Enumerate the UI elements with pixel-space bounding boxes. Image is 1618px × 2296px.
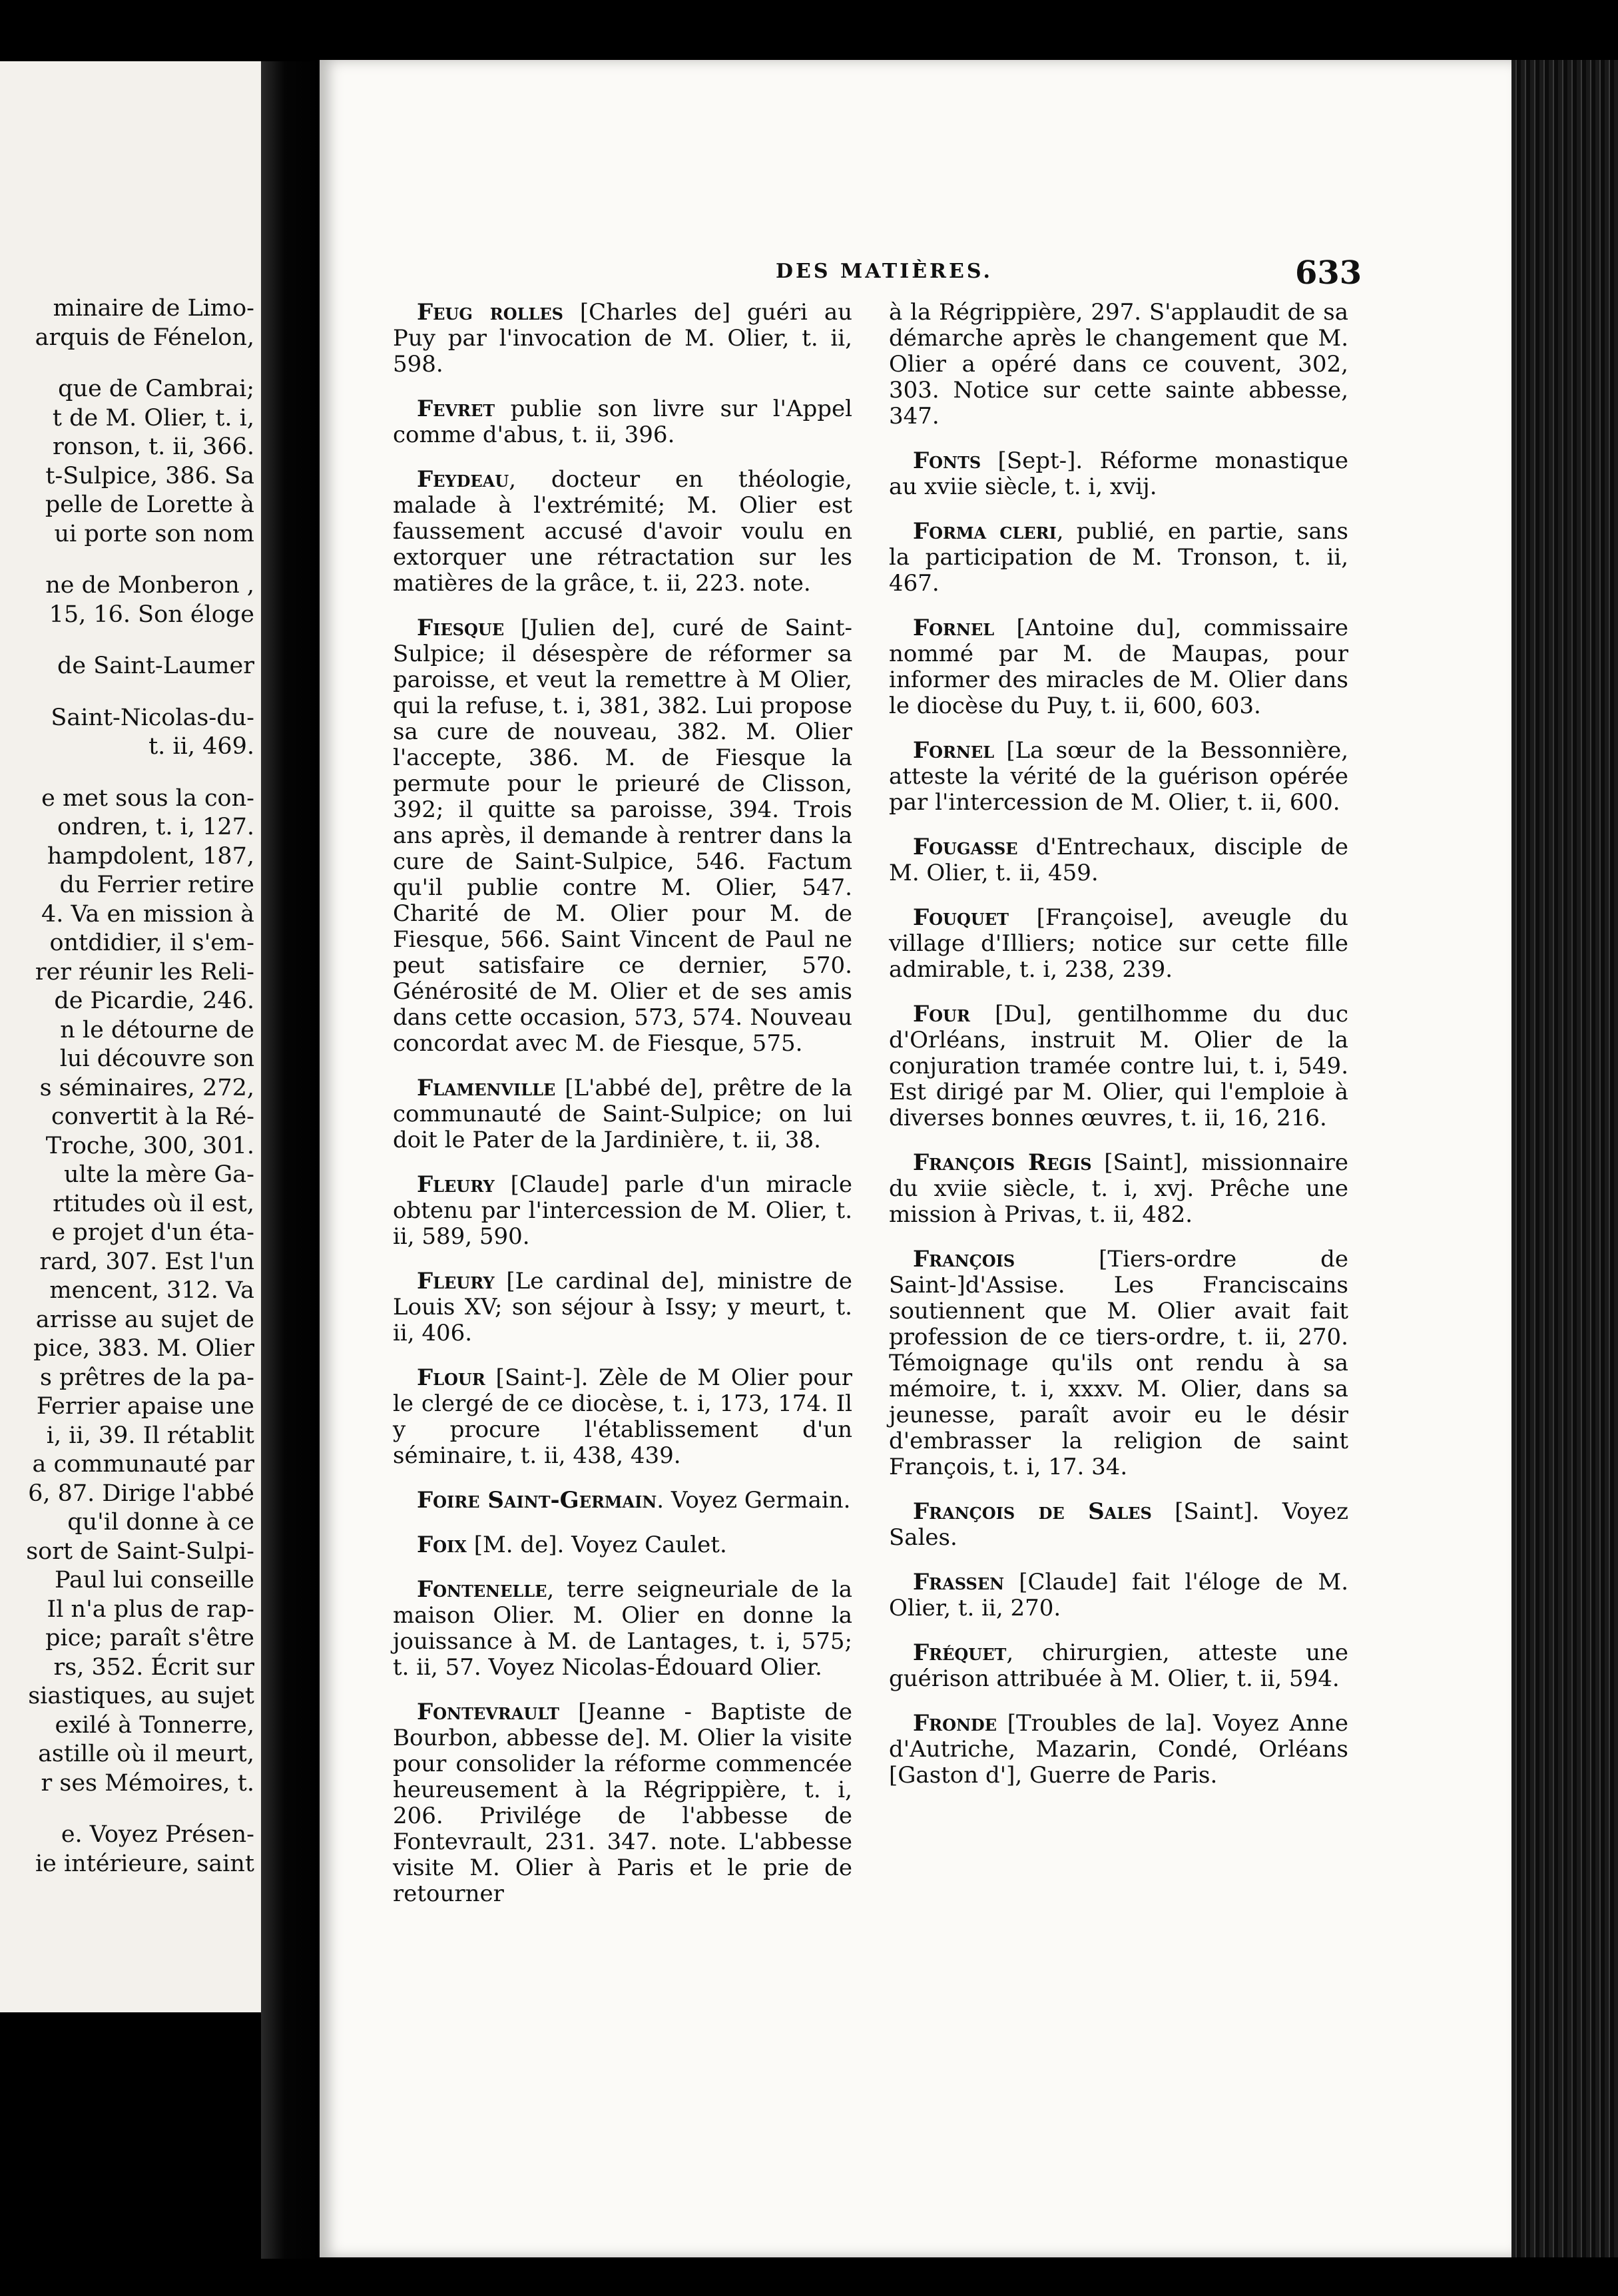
entry-headword: Forma cleri: [913, 518, 1057, 545]
index-entry: [889, 1150, 1348, 1228]
entry-text: [Jeanne - Baptiste de Bourbon, abbesse de]. M. Olier la visite pour consolider la réforme commencée heureusement à la Régrippière, t. i, 206. Privilége de l'abbesse de Fontevrault, 231. 347. note. L'abbesse visite M. Olier à Paris et le prie de retourner: [393, 1699, 852, 1907]
entry-headword: Foire Saint-Germain: [417, 1487, 657, 1514]
left-facing-page: [0, 61, 261, 2012]
entry-headword: Fleury: [417, 1268, 495, 1294]
fragment-line: ulte la mère Ga-: [64, 1161, 254, 1188]
fragment-line: ondren, t. i, 127.: [57, 814, 254, 840]
fragment-line: de Picardie, 246.: [54, 988, 254, 1014]
index-entry: [889, 905, 1348, 983]
entry-text: . Voyez Germain.: [657, 1487, 851, 1514]
fragment-line: qu'il donne à ce: [67, 1509, 254, 1536]
index-entry: [889, 1247, 1348, 1480]
entry-text: [Françoise], aveugle du village d'Illiers; notice sur cette fille admirable, t. i, 238, 239.: [889, 904, 1348, 983]
book-gutter: [261, 61, 320, 2259]
index-entry: [393, 1172, 852, 1250]
entry-headword: Frassen: [913, 1569, 1005, 1595]
fragment-line: minaire de Limo-: [53, 295, 254, 322]
entry-text: , chirurgien, atteste une guérison attribuée à M. Olier, t. ii, 594.: [889, 1639, 1348, 1692]
entry-headword: Fevret: [417, 396, 495, 422]
entry-text: [Charles de] guéri au Puy par l'invocation de M. Olier, t. ii, 598.: [393, 299, 852, 378]
index-entry: [889, 1499, 1348, 1551]
fragment-line: i, ii, 39. Il rétablit: [46, 1422, 254, 1449]
entry-headword: Fontevrault: [417, 1699, 560, 1725]
entry-text: [Saint-]. Zèle de M Olier pour le clergé de ce diocèse, t. i, 173, 174. Il y procure l'établissement d'un séminaire, t. ii, 438, 439.: [393, 1364, 852, 1469]
fragment-line: Il n'a plus de rap-: [47, 1595, 254, 1623]
index-entry: [393, 1699, 852, 1907]
entry-text: à la Régrippière, 297. S'applaudit de sa démarche après le changement que M. Olier a opéré dans ce couvent, 302, 303. Notice sur cette sainte abbesse, 347.: [889, 299, 1348, 430]
entry-headword: Fleury: [417, 1171, 495, 1198]
line-gap: [0, 762, 254, 784]
fragment-line: t-Sulpice, 386. Sa: [45, 462, 254, 489]
entry-headword: Fonts: [913, 447, 981, 474]
index-entry: [393, 1577, 852, 1681]
fragment-line: t de M. Olier, t. i,: [52, 404, 254, 431]
index-column-left: [393, 300, 852, 1926]
entry-text: [M. de]. Voyez Caulet.: [466, 1532, 727, 1558]
entry-text: [Troubles de la]. Voyez Anne d'Autriche, Mazarin, Condé, Orléans [Gaston d'], Guerre de Paris.: [889, 1710, 1348, 1789]
fragment-line: hampdolent, 187,: [47, 842, 254, 870]
line-gap: [0, 1798, 254, 1821]
fragment-line: ie intérieure, saint: [35, 1850, 254, 1877]
fragment-line: du Ferrier retire: [59, 872, 254, 898]
left-page-text-fragment: [0, 294, 254, 1878]
index-entry: [889, 1570, 1348, 1621]
index-entry: [393, 1532, 852, 1558]
fragment-line: exilé à Tonnerre,: [55, 1711, 254, 1739]
entry-headword: Foix: [417, 1532, 467, 1558]
entry-headword: Fouquet: [913, 904, 1009, 931]
fragment-line: pice; paraît s'être: [45, 1625, 254, 1651]
entry-headword: Fiesque: [417, 615, 505, 641]
entry-text: [Julien de], curé de Saint-Sulpice; il désespère de réformer sa paroisse, et veut la remettre à M Olier, qui la refuse, t. i, 381, 382. Lui propose sa cure de nouveau, 382. M. Olier l'accepte, 386. M. de Fiesque la permute pour le prieuré de Clisson, 392; il quitte sa paroisse, 394. Trois ans après, il demande à rentrer dans la cure de Saint-Sulpice, 546. Factum qu'il publie contre M. Olier, 547. Charité de M. Olier pour M. de Fiesque, 566. Saint Vincent de Paul ne peut satisfaire ce dernier, 570. Générosité de M. Olier et de ses amis dans cette occasion, 573, 574. Nouveau concordat avec M. de Fiesque, 575.: [393, 615, 852, 1057]
entry-text: [Sept-]. Réforme monastique au xviie siècle, t. i, xvij.: [889, 447, 1348, 500]
fragment-line: s séminaires, 272,: [39, 1074, 254, 1101]
fragment-line: sort de Saint-Sulpi-: [26, 1538, 254, 1565]
fragment-line: mencent, 312. Va: [49, 1277, 254, 1304]
page-number: 633: [1295, 254, 1362, 292]
page-edges: [1511, 60, 1618, 2257]
index-entry: [889, 1002, 1348, 1131]
index-entry: [393, 396, 852, 448]
line-gap: [0, 629, 254, 652]
fragment-line: Ferrier apaise une: [36, 1393, 254, 1420]
fragment-line: ne de Monberon ,: [45, 572, 254, 599]
index-entry: [393, 1075, 852, 1153]
fragment-line: t. ii, 469.: [148, 733, 254, 760]
fragment-line: rtitudes où il est,: [53, 1190, 254, 1217]
fragment-line: ui porte son nom: [54, 520, 254, 547]
index-entry: [889, 1711, 1348, 1789]
fragment-line: n le détourne de: [60, 1016, 254, 1043]
entry-headword: Fontenelle: [417, 1576, 547, 1603]
fragment-line: pice, 383. M. Olier: [33, 1335, 254, 1362]
index-entry: [393, 1269, 852, 1346]
entry-text: [Du], gentilhomme du duc d'Orléans, instruit M. Olier de la conjuration tramée contre lui, t. i, 549. Est dirigé par M. Olier, qui l'emploie à diverses bonnes œuvres, t. ii, 16, 216.: [889, 1001, 1348, 1131]
fragment-line: 4. Va en mission à: [41, 900, 254, 928]
entry-text: [Saint], missionnaire du xviie siècle, t. i, xvj. Prêche une mission à Privas, t. ii, 482.: [889, 1149, 1348, 1228]
fragment-line: r ses Mémoires, t.: [41, 1769, 254, 1797]
entry-headword: Fréquet: [913, 1639, 1007, 1666]
entry-text: , publié, en partie, sans la participation de M. Tronson, t. ii, 467.: [889, 518, 1348, 597]
fragment-line: 6, 87. Dirige l'abbé: [28, 1480, 254, 1507]
line-gap: [0, 549, 254, 571]
fragment-line: rer réunir les Reli-: [35, 958, 254, 986]
fragment-line: 15, 16. Son éloge: [49, 601, 254, 628]
entry-text: [Claude] parle d'un miracle obtenu par l'intercession de M. Olier, t. ii, 589, 590.: [393, 1171, 852, 1250]
entry-text: [L'abbé de], prêtre de la communauté de Saint-Sulpice; on lui doit le Pater de la Jardinière, t. ii, 38.: [393, 1075, 852, 1153]
index-entry: [393, 1488, 852, 1514]
fragment-line: arrisse au sujet de: [35, 1306, 254, 1333]
entry-headword: Feug rolles: [417, 299, 564, 326]
index-entry: [393, 615, 852, 1057]
index-entry: [889, 834, 1348, 886]
index-entry: [889, 738, 1348, 816]
index-entry: [889, 519, 1348, 597]
entry-headword: Fougasse: [913, 834, 1018, 860]
entry-text: [Saint]. Voyez Sales.: [889, 1498, 1348, 1551]
fragment-line: Troche, 300, 301.: [45, 1132, 254, 1159]
index-entry: [393, 467, 852, 597]
fragment-line: lui découvre son: [59, 1045, 254, 1072]
entry-headword: François Regis: [913, 1149, 1092, 1176]
fragment-line: pelle de Lorette à: [45, 491, 254, 518]
index-entry: [889, 615, 1348, 719]
fragment-line: ontdidier, il s'em-: [49, 930, 254, 956]
fragment-line: rard, 307. Est l'un: [39, 1248, 254, 1275]
fragment-line: rs, 352. Écrit sur: [53, 1653, 254, 1681]
fragment-line: a communauté par: [32, 1451, 254, 1478]
entry-headword: Fronde: [913, 1710, 997, 1737]
fragment-line: astille où il meurt,: [38, 1741, 254, 1767]
fragment-line: que de Cambrai;: [58, 376, 254, 402]
entry-text: d'Entrechaux, disciple de M. Olier, t. ii, 459.: [889, 834, 1348, 886]
entry-text: , docteur en théologie, malade à l'extrémité; M. Olier est faussement accusé d'avoir voulu en extorquer une rétractation sur les matières de la grâce, t. ii, 223. note.: [393, 466, 852, 597]
entry-headword: Flour: [417, 1364, 485, 1391]
fragment-line: Saint-Nicolas-du-: [51, 704, 254, 731]
fragment-line: ronson, t. ii, 366.: [52, 433, 254, 460]
line-gap: [0, 352, 254, 375]
entry-headword: Feydeau: [417, 466, 509, 493]
entry-headword: François: [913, 1246, 1015, 1273]
fragment-line: Paul lui conseille: [55, 1567, 254, 1593]
entry-text: [Antoine du], commissaire nommé par M. de Maupas, pour informer des miracles de M. Olier dans le diocèse du Puy, t. ii, 600, 603.: [889, 615, 1348, 719]
fragment-line: de Saint-Laumer: [57, 653, 254, 679]
index-entry: [889, 300, 1348, 430]
line-gap: [0, 681, 254, 704]
index-entry: [393, 1365, 852, 1469]
fragment-line: s prêtres de la pa-: [39, 1364, 254, 1391]
fragment-line: arquis de Fénelon,: [35, 324, 254, 351]
entry-text: publie son livre sur l'Appel comme d'abus, t. ii, 396.: [393, 396, 852, 448]
entry-text: [Le cardinal de], ministre de Louis XV; son séjour à Issy; y meurt, t. ii, 406.: [393, 1268, 852, 1346]
entry-text: , terre seigneuriale de la maison Olier. M. Olier en donne la jouissance à M. de Lantages, t. i, 575; t. ii, 57. Voyez Nicolas-Édouard Olier.: [393, 1576, 852, 1681]
index-entry: [889, 1640, 1348, 1692]
entry-headword: Fornel: [913, 615, 995, 641]
entry-text: [Tiers-ordre de Saint-]d'Assise. Les Franciscains soutiennent que M. Olier avait fait profession de ce tiers-ordre, t. ii, 270. Témoignage qu'ils ont rendu à sa mémoire, t. i, xxxv. M. Olier, dans sa jeunesse, paraît avoir eu le désir d'embrasser la religion de saint François, t. i, 17. 34.: [889, 1246, 1348, 1480]
fragment-line: siastiques, au sujet: [28, 1683, 254, 1709]
entry-headword: François de Sales: [913, 1498, 1152, 1525]
index-entry: [393, 300, 852, 378]
fragment-line: e. Voyez Présen-: [61, 1821, 254, 1848]
index-entry: [889, 448, 1348, 500]
entry-headword: Fornel: [913, 737, 995, 764]
fragment-line: e met sous la con-: [41, 784, 254, 812]
index-column-right: [889, 300, 1348, 1807]
entry-headword: Four: [913, 1001, 970, 1027]
fragment-line: convertit à la Ré-: [51, 1103, 254, 1130]
entry-headword: Flamenville: [417, 1075, 556, 1101]
running-header: DES MATIÈRES.: [776, 260, 993, 283]
entry-text: [Claude] fait l'éloge de M. Olier, t. ii, 270.: [889, 1569, 1348, 1621]
entry-text: [La sœur de la Bessonnière, atteste la vérité de la guérison opérée par l'intercession de M. Olier, t. ii, 600.: [889, 737, 1348, 816]
fragment-line: e projet d'un éta-: [51, 1219, 254, 1246]
